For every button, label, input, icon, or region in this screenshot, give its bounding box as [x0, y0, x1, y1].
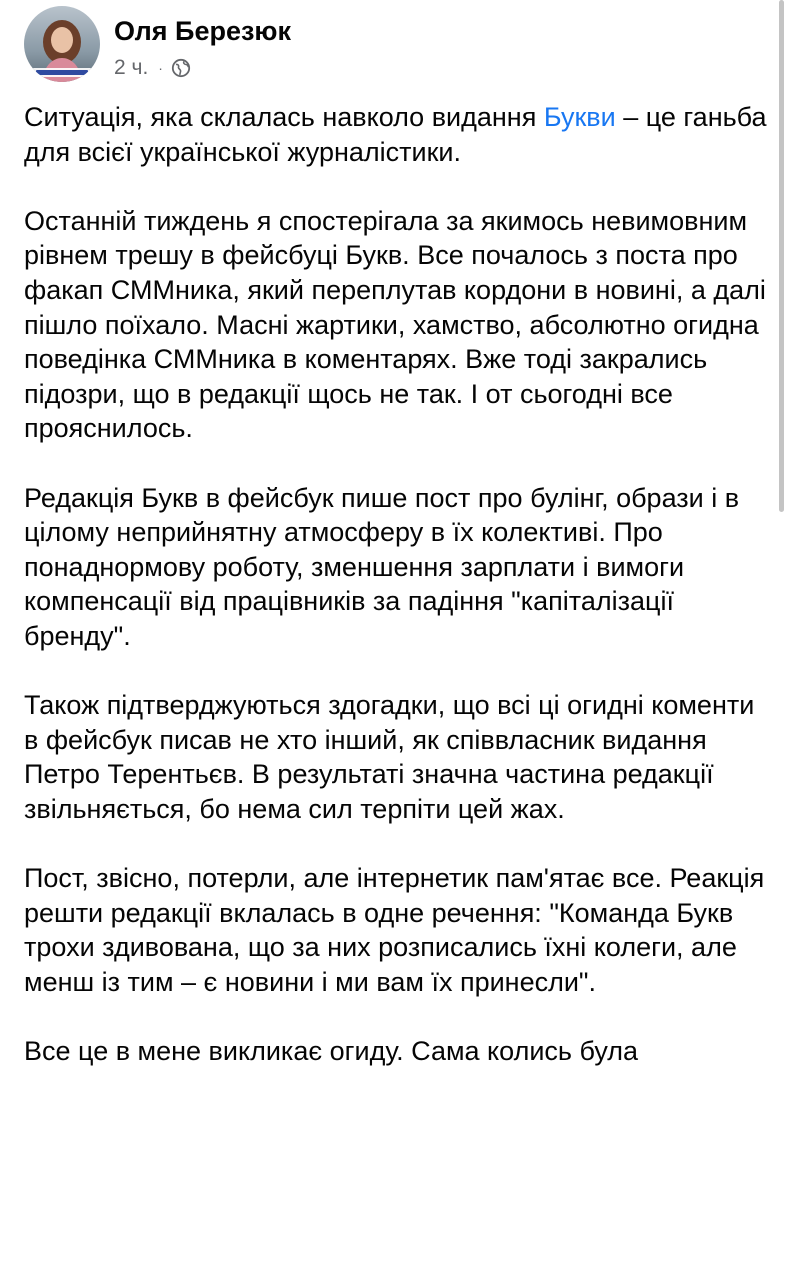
post-paragraph: Редакція Букв в фейсбук пише пост про булінг, образи і в цілому неприйнятну атмосферу в їх колективі. Про понаднормову роботу, зменшення зарплати і вимоги компенсації від працівників за падіння "капіталізації бренду". — [24, 482, 740, 651]
post-paragraph — [24, 100, 768, 169]
meta-separator: · — [158, 60, 163, 76]
paragraph-text: – це ганьба для всієї української журналістики. — [24, 102, 767, 167]
scrollbar[interactable] — [779, 0, 784, 512]
mention-link[interactable]: Букви — [543, 102, 616, 132]
post-header — [24, 6, 764, 86]
globe-icon[interactable] — [171, 58, 191, 78]
post-meta — [114, 56, 191, 80]
avatar-photo — [24, 6, 100, 82]
author-avatar[interactable] — [24, 6, 100, 82]
post-paragraph: Все це в мене викликає огиду. Сама колись була — [24, 1036, 639, 1067]
author-name[interactable]: Оля Березюк — [114, 16, 291, 46]
paragraph-text: Ситуація, яка склалась навколо видання — [24, 102, 544, 132]
post-text — [24, 100, 768, 1103]
post-paragraph: Також підтверджуються здогадки, що всі ці огидні коменти в фейсбук писав не хто інший, як співвласник видання Петро Терентьєв. В результаті значна частина редакції звільняється, бо нема сил терпіти цей жах. — [24, 690, 755, 824]
post-timestamp[interactable]: 2 ч. — [114, 56, 149, 79]
post-paragraph: Останній тиждень я спостерігала за якимось невимовним рівнем трешу в фейсбуці Букв. Все почалось з поста про факап СММника, який переплутав кордони в новині, а далі пішло поїхало. Масні жартики, хамство, абсолютно огидна поведінка СММника в коментарях. Вже тоді закрались підозри, що в редакції щось не так. І от сьогодні все прояснилось. — [24, 205, 766, 444]
post-paragraph: Пост, звісно, потерли, але інтернетик пам'ятає все. Реакція решти редакції вклалась в одне речення: "Команда Букв трохи здивована, що за них розписались їхні колеги, але менш із тим – є новини і ми вам їх принесли". — [24, 863, 765, 997]
